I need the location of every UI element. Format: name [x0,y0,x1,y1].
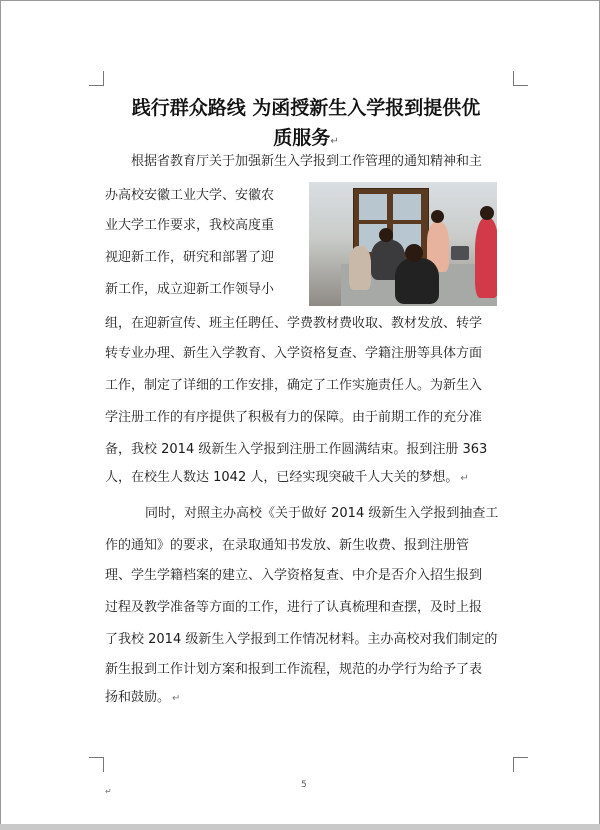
paragraph2-line: 作的通知》的要求，在录取通知书发放、新生收费、报到注册管 [105,538,470,553]
window-bottom-bar [0,824,600,830]
paragraph-mark: ↵ [330,136,339,147]
paragraph1-line: 新工作，成立迎新工作领导小 [105,282,275,297]
paragraph2-line: 过程及教学准备等方面的工作，进行了认真梳理和查摆，及时上报 [105,600,483,615]
paragraph1-line: 根据省教育厅关于加强新生入学报到工作管理的通知精神和主 [131,154,483,169]
title-line-2: 质服务 [273,127,331,149]
margin-corner-bottom-left [89,757,104,772]
registration-photo [309,182,497,306]
paragraph1-line: 办高校安徽工业大学、安徽农 [105,188,275,203]
paragraph1-line: 备，我校 2014 级新生入学报到注册工作圆满结束。报到注册 363 [105,442,488,457]
paragraph-mark: ↵ [105,787,112,796]
page-number: 5 [301,780,307,790]
paragraph1-line: 业大学工作要求，我校高度重 [105,218,275,233]
paragraph2-line: 扬和鼓励。 [105,690,171,705]
paragraph1-line: 工作，制定了详细的工作安排，确定了工作实施责任人。为新生入 [105,378,483,393]
paragraph1-line: 组，在迎新宣传、班主任聘任、学费教材费收取、教材发放、转学 [105,316,483,331]
paragraph1-line: 人，在校生人数达 1042 人，已经实现突破千人大关的梦想。 [105,470,459,485]
paragraph1-line: 转专业办理、新生入学教育、入学资格复查、学籍注册等具体方面 [105,346,483,361]
paragraph1-line: 学注册工作的有序提供了积极有力的保障。由于前期工作的充分准 [105,410,483,425]
title-line-1: 践行群众路线 为函授新生入学报到提供优 [131,97,481,119]
margin-corner-top-left [89,71,104,86]
margin-corner-top-right [513,71,528,86]
document-title [97,93,515,157]
paragraph-mark: ↵ [460,473,469,484]
paragraph-mark: ↵ [172,693,181,704]
margin-corner-bottom-right [513,757,528,772]
paragraph2-line: 同时，对照主办高校《关于做好 2014 级新生入学报到抽查工 [145,506,499,521]
paragraph2-line: 理、学生学籍档案的建立、入学资格复查、中介是否介入招生报到 [105,568,483,583]
paragraph2-line: 了我校 2014 级新生入学报到工作情况材料。主办高校对我们制定的 [105,632,498,647]
paragraph2-line: 新生报到工作计划方案和报到工作流程，规范的办学行为给予了表 [105,662,483,677]
paragraph1-line: 视迎新工作，研究和部署了迎 [105,250,275,265]
